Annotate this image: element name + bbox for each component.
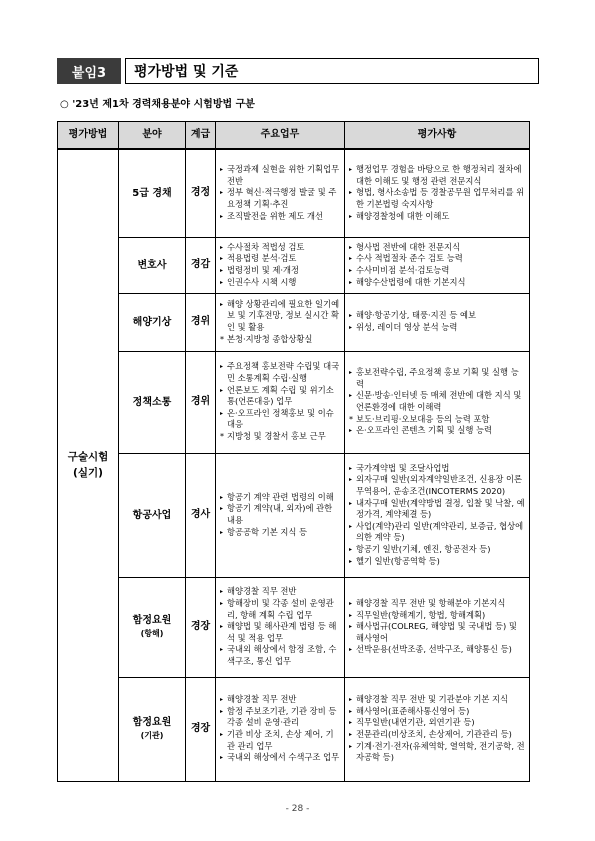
bullet-item: ▸ 주요정책 홍보전략 수립및 대국민 소통계획 수립·실행 <box>220 361 340 384</box>
duties-cell <box>216 149 345 237</box>
bullet-item: ▸ 형사법 전반에 대한 전문지식 <box>349 242 525 254</box>
bullet-item: ▸ 해양경찰 직무 전반 <box>220 586 340 598</box>
bullet-item: ▸ 내자구매 일반(계약방법 결정, 입찰 및 낙찰, 예정가격, 계약체결 등) <box>349 498 525 521</box>
bullet-item: ▸ 조직발전을 위한 제도 개선 <box>220 211 340 223</box>
table-row <box>58 293 530 351</box>
bullet-item: ▸ 온·오프라인 정책홍보 및 이슈 대응 <box>220 408 340 431</box>
duties-cell <box>216 293 345 351</box>
bullet-item: ▸ 해양수산법령에 대한 기본지식 <box>349 277 525 289</box>
bullet-list <box>217 693 343 765</box>
field-cell <box>119 351 186 453</box>
col-header-field: 분야 <box>119 122 186 150</box>
bullet-list <box>346 366 528 438</box>
bullet-item: ▸ 전문관리(비상조치, 손상제어, 기관관리 등) <box>349 729 525 741</box>
field-name: 변호사 <box>137 259 167 271</box>
bullet-list <box>217 491 343 539</box>
bullet-list <box>217 360 343 443</box>
field-cell <box>119 577 186 677</box>
table-row <box>58 577 530 677</box>
bullet-item: ▸ 해양경찰 직무 전반 <box>220 694 340 706</box>
bullet-item: ▸ 수사 적법절차 준수 검토 능력 <box>349 253 525 265</box>
grade-cell: 경위 <box>186 351 216 453</box>
table-row <box>58 237 530 293</box>
criteria-cell <box>345 149 530 237</box>
bullet-item: ▸ 위성, 레이더 영상 분석 능력 <box>349 322 525 334</box>
field-cell <box>119 237 186 293</box>
duties-cell <box>216 453 345 577</box>
field-cell <box>119 293 186 351</box>
bullet-list <box>217 241 343 289</box>
bullet-list <box>346 693 528 765</box>
bullet-item: ▸ 정부 혁신·적극행정 발굴 및 주요정책 기획·추진 <box>220 187 340 210</box>
bullet-list <box>346 163 528 223</box>
bullet-item: ▸ 함정 주보조기관, 기관 장비 등 각종 설비 운영·관리 <box>220 706 340 729</box>
duties-cell <box>216 577 345 677</box>
field-name: 함정요원 <box>132 615 172 626</box>
field-cell <box>119 149 186 237</box>
grade-cell: 경위 <box>186 293 216 351</box>
bullet-item: ▸ 해양 상황관리에 필요한 일기예보 및 기후전망, 정보 실시간 확인 및 활용 <box>220 299 340 334</box>
criteria-cell <box>345 577 530 677</box>
bullet-item: ▸ 기관 비상 조치, 손상 제어, 기관 관리 업무 <box>220 729 340 752</box>
table-row <box>58 453 530 577</box>
grade-cell: 경사 <box>186 453 216 577</box>
bullet-list <box>217 298 343 346</box>
bullet-item: ▸ 언론보도 계획 수립 및 위기소통(언론대응) 업무 <box>220 385 340 408</box>
criteria-cell <box>345 351 530 453</box>
field-subname: (항해) <box>140 629 164 638</box>
duties-cell <box>216 237 345 293</box>
bullet-item: ▸ 해양·항공기상, 태풍·지진 등 예보 <box>349 310 525 322</box>
evaluation-table <box>57 121 530 782</box>
field-name: 5급 경채 <box>132 187 172 199</box>
bullet-item: ▸ 외자구매 일반(외자계약일반조건, 신용장 이론 무역용어, 운송조건(INCOTERMS 2020) <box>349 474 525 497</box>
table-row <box>58 351 530 453</box>
col-header-criteria: 평가사항 <box>345 122 530 150</box>
criteria-cell <box>345 453 530 577</box>
table-header-row <box>58 122 530 150</box>
bullet-item: ▸ 국가계약법 및 조달사업법 <box>349 463 525 475</box>
bullet-item: ▸ 항공기 계약(내, 외자)에 관한 내용 <box>220 503 340 526</box>
bullet-list <box>346 309 528 334</box>
bullet-item: ▸ 항공기 일반(기체, 엔진, 항공전자 등) <box>349 544 525 556</box>
note-item: * 보도·브리핑·오보대응 등의 능력 포함 <box>349 414 525 426</box>
bullet-list <box>346 462 528 568</box>
bullet-item: ▸ 형법, 형사소송법 등 경찰공무원 업무처리를 위한 기본법령 숙지사항 <box>349 187 525 210</box>
bullet-item: ▸ 적용법령 분석·검토 <box>220 253 340 265</box>
bullet-list <box>217 163 343 223</box>
field-cell <box>119 453 186 577</box>
criteria-cell <box>345 677 530 781</box>
col-header-grade: 계급 <box>186 122 216 150</box>
col-header-method: 평가방법 <box>58 122 119 150</box>
criteria-cell <box>345 237 530 293</box>
bullet-item: ▸ 해양경찰 직무 전반 및 항해분야 기본지식 <box>349 598 525 610</box>
col-header-duties: 주요업무 <box>216 122 345 150</box>
bullet-item: ▸ 해양법 및 해사관계 법령 등 해석 및 적용 업무 <box>220 621 340 644</box>
bullet-item: ▸ 행정업무 경험을 바탕으로 한 행정처리 절차에 대한 이해도 및 행정 관련 전문지식 <box>349 164 525 187</box>
grade-cell: 경정 <box>186 149 216 237</box>
section-header <box>57 58 539 84</box>
duties-cell <box>216 351 345 453</box>
grade-cell: 경장 <box>186 677 216 781</box>
bullet-item: ▸ 수사미비점 분석·검토능력 <box>349 265 525 277</box>
bullet-item: ▸ 해사법규(COLREG, 해양법 및 국내법 등) 및 해사영어 <box>349 621 525 644</box>
grade-cell: 경감 <box>186 237 216 293</box>
field-name: 정책소통 <box>132 396 172 408</box>
field-name: 함정요원 <box>132 717 172 728</box>
bullet-item: ▸ 헬기 일반(항공역학 등) <box>349 556 525 568</box>
bullet-item: ▸ 해사영어(표준해사통신영어 등) <box>349 706 525 718</box>
bullet-item: ▸ 해양경찰청에 대한 이해도 <box>349 211 525 223</box>
field-cell <box>119 677 186 781</box>
field-name: 항공사업 <box>132 509 172 521</box>
bullet-item: ▸ 국내외 해상에서 수색구조 업무 <box>220 752 340 764</box>
table-row <box>58 677 530 781</box>
bullet-item: ▸ 국정과제 실현을 위한 기획업무 전반 <box>220 164 340 187</box>
bullet-item: ▸ 인권수사 시책 시행 <box>220 277 340 289</box>
bullet-item: ▸ 항해장비 및 각종 설비 운영관리, 항해 계획 수립 업무 <box>220 598 340 621</box>
grade-cell: 경장 <box>186 577 216 677</box>
bullet-item: ▸ 해양경찰 직무 전반 및 기관분야 기본 지식 <box>349 694 525 706</box>
method-cell: 구술시험 (실기) <box>58 149 119 781</box>
bullet-item: ▸ 기계·전기·전자(유체역학, 열역학, 전기공학, 전자공학 등) <box>349 741 525 764</box>
page-number: - 28 - <box>285 804 310 814</box>
bullet-item: ▸ 신문·방송·인터넷 등 매체 전반에 대한 지식 및 언론환경에 대한 이해력 <box>349 390 525 413</box>
bullet-item: ▸ 수사절차 적법성 검토 <box>220 242 340 254</box>
bullet-item: ▸ 홍보전략수립, 주요정책 홍보 기획 및 실행 능력 <box>349 367 525 390</box>
table-caption: ○ '23년 제1차 경력채용분야 시험방법 구분 <box>60 99 255 110</box>
bullet-list <box>346 597 528 657</box>
section-title: 평가방법 및 기준 <box>125 58 539 84</box>
bullet-item: ▸ 온·오프라인 콘텐츠 기획 및 실행 능력 <box>349 425 525 437</box>
note-item: * 본청·지방청 종합상황실 <box>220 334 340 346</box>
field-name: 해양기상 <box>132 316 172 328</box>
attachment-tag: 붙임3 <box>57 58 121 84</box>
field-subname: (기관) <box>140 731 164 740</box>
note-item: * 지방청 및 경찰서 홍보 근무 <box>220 431 340 443</box>
bullet-item: ▸ 항공공학 기본 지식 등 <box>220 527 340 539</box>
bullet-item: ▸ 직무일반(내연기관, 외연기관 등) <box>349 717 525 729</box>
bullet-list <box>346 241 528 289</box>
bullet-list <box>217 585 343 668</box>
bullet-item: ▸ 국내외 해상에서 함정 조함, 수색구조, 통신 업무 <box>220 644 340 667</box>
criteria-cell <box>345 293 530 351</box>
bullet-item: ▸ 선박운용(선박조종, 선박구조, 해양통신 등) <box>349 644 525 656</box>
table-row <box>58 149 530 237</box>
bullet-item: ▸ 사업(계약)관리 일반(계약관리, 보증금, 협상에 의한 계약 등) <box>349 521 525 544</box>
bullet-item: ▸ 항공기 계약 관련 법령의 이해 <box>220 492 340 504</box>
bullet-item: ▸ 법령정비 및 제·개정 <box>220 265 340 277</box>
bullet-item: ▸ 직무일반(항해계기, 항법, 항해계획) <box>349 610 525 622</box>
duties-cell <box>216 677 345 781</box>
